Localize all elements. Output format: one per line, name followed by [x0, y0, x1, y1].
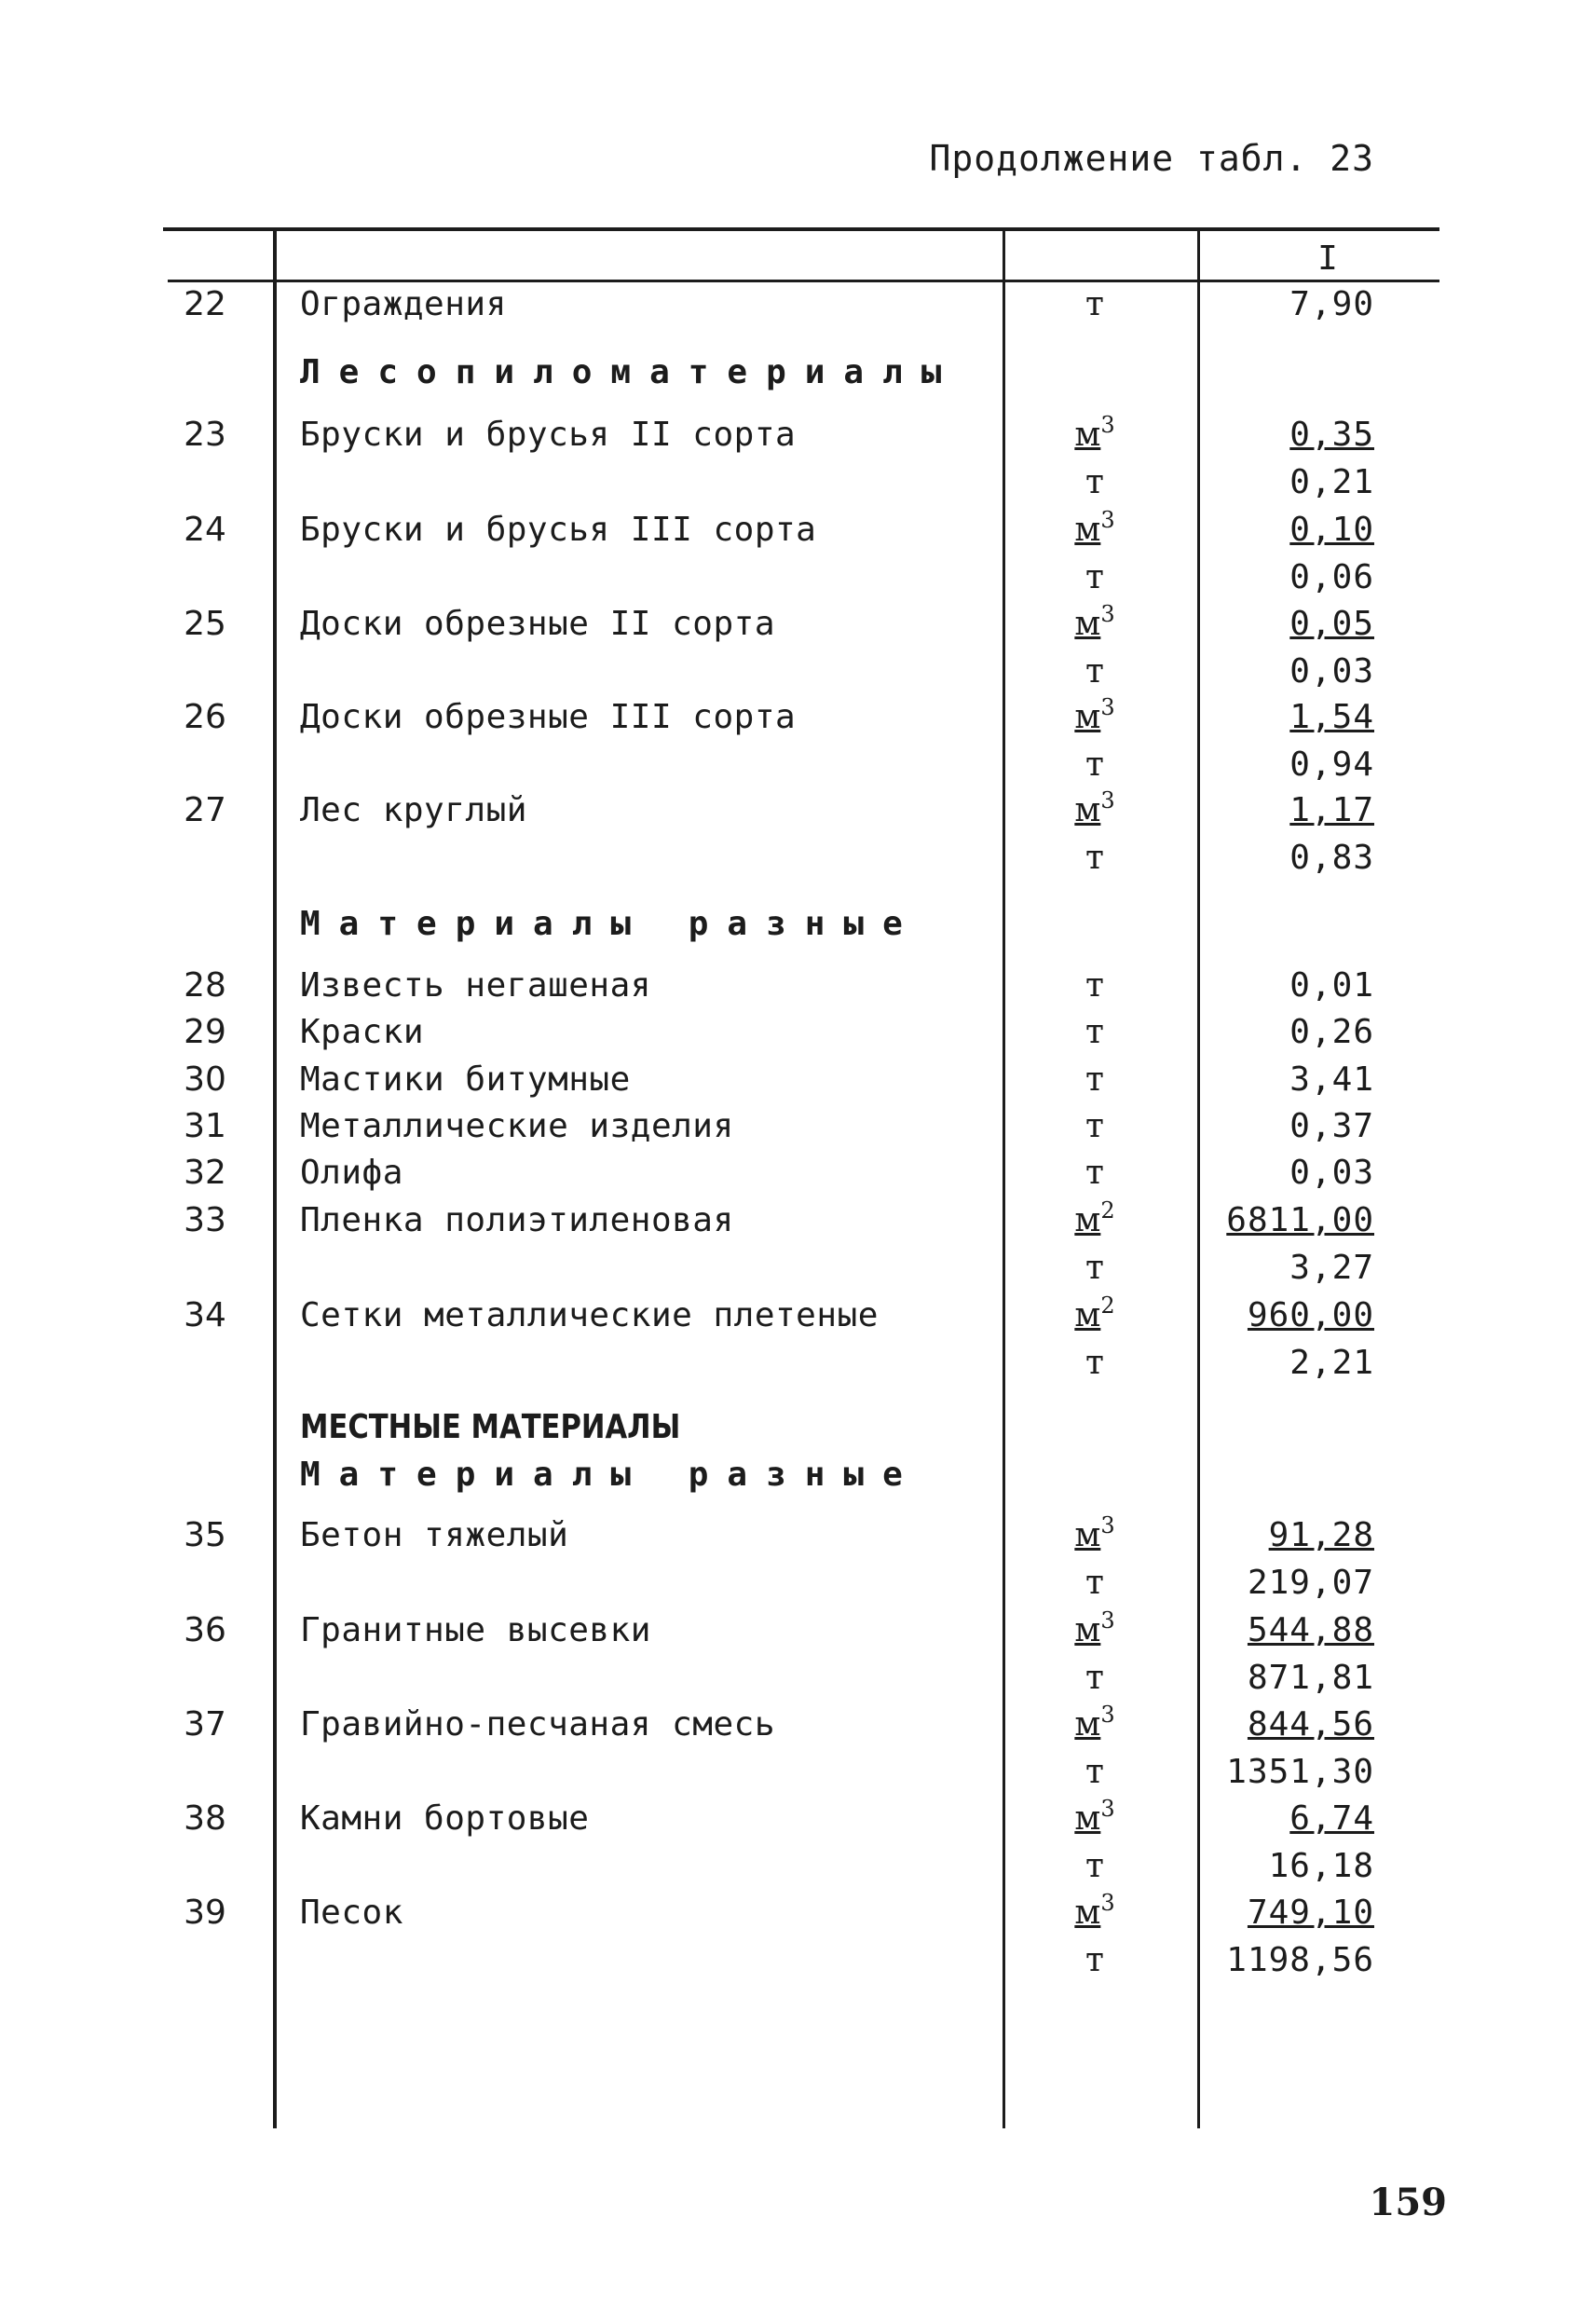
table-top-rule	[163, 227, 1439, 231]
table-row	[0, 1702, 1596, 1748]
quantity-value: 0,06	[1289, 558, 1374, 596]
row-number: 35	[184, 1516, 226, 1554]
unit-symbol: т	[1085, 1249, 1104, 1287]
material-name: Краски	[300, 1013, 425, 1051]
unit-of-measure	[1044, 1512, 1146, 1559]
unit-exponent: 2	[1100, 1197, 1115, 1224]
unit-exponent: 3	[1100, 1607, 1115, 1634]
unit-symbol: т	[1085, 1013, 1104, 1051]
row-number: 37	[184, 1705, 226, 1744]
table-row	[0, 1607, 1596, 1654]
unit-symbol: т	[1085, 558, 1104, 596]
material-name: Камни бортовые	[300, 1799, 590, 1838]
table-subrow	[0, 1749, 1596, 1796]
table-subrow	[0, 742, 1596, 788]
table-row	[0, 787, 1596, 834]
table-subrow	[0, 1245, 1596, 1292]
table-row	[0, 412, 1596, 458]
table-row	[0, 963, 1596, 1009]
row-number: 31	[184, 1107, 226, 1145]
unit-symbol: т	[1085, 745, 1104, 784]
table-subrow	[0, 835, 1596, 882]
unit-of-measure	[1044, 459, 1146, 506]
unit-symbol: м	[1074, 1611, 1101, 1649]
row-number: 28	[184, 966, 226, 1005]
row-number: 38	[184, 1799, 226, 1838]
material-name: Металлические изделия	[300, 1107, 734, 1145]
quantity-value: 91,28	[1268, 1516, 1374, 1554]
quantity-value: 3,41	[1289, 1060, 1374, 1099]
quantity-value: 0,03	[1289, 1154, 1374, 1192]
material-name: Бетон тяжелый	[300, 1516, 569, 1554]
quantity-value: 3,27	[1289, 1249, 1374, 1287]
unit-exponent: 2	[1100, 1292, 1115, 1319]
material-name: Пленка полиэтиленовая	[300, 1201, 734, 1239]
quantity-value: 0,03	[1289, 652, 1374, 691]
unit-of-measure	[1044, 1150, 1146, 1197]
table-caption: Продолжение табл. 23	[929, 138, 1374, 179]
quantity-value: 16,18	[1268, 1847, 1374, 1885]
unit-symbol: м	[1074, 511, 1101, 549]
unit-of-measure	[1044, 554, 1146, 601]
row-number: 30	[184, 1060, 226, 1099]
table-row	[0, 1512, 1596, 1559]
unit-symbol: т	[1085, 1847, 1104, 1885]
table-row	[0, 1009, 1596, 1056]
unit-of-measure	[1044, 1702, 1146, 1748]
section-title: Лесопиломатериалы	[300, 353, 961, 391]
unit-of-measure	[1044, 1245, 1146, 1292]
unit-symbol: т	[1085, 1344, 1104, 1382]
table-subrow	[0, 1843, 1596, 1890]
unit-symbol: т	[1085, 839, 1104, 877]
quantity-value: 1351,30	[1226, 1753, 1374, 1791]
row-number: 27	[184, 791, 226, 829]
quantity-value: 0,01	[1289, 966, 1374, 1005]
material-name: Песок	[300, 1894, 403, 1932]
unit-exponent: 3	[1100, 507, 1115, 533]
unit-of-measure	[1044, 1340, 1146, 1387]
quantity-value: 544,88	[1247, 1611, 1374, 1649]
unit-exponent: 3	[1100, 1890, 1115, 1916]
page-number: 159	[1369, 2181, 1447, 2224]
row-number: 39	[184, 1894, 226, 1932]
quantity-value: 6811,00	[1226, 1201, 1374, 1239]
row-number: 29	[184, 1013, 226, 1051]
unit-symbol: м	[1074, 416, 1101, 454]
section-heading	[0, 901, 1596, 948]
unit-of-measure	[1044, 1057, 1146, 1103]
material-name: Гравийно-песчаная смесь	[300, 1705, 775, 1744]
row-number: 34	[184, 1296, 226, 1334]
unit-exponent: 3	[1100, 1512, 1115, 1538]
unit-of-measure	[1044, 649, 1146, 695]
unit-of-measure	[1044, 1749, 1146, 1796]
quantity-value: 7,90	[1289, 285, 1374, 323]
material-name: Мастики битумные	[300, 1060, 631, 1099]
quantity-value: 0,26	[1289, 1013, 1374, 1051]
unit-of-measure	[1044, 1890, 1146, 1936]
row-number: 23	[184, 416, 226, 454]
unit-of-measure	[1044, 1292, 1146, 1339]
row-number: 26	[184, 698, 226, 736]
table-subrow	[0, 1937, 1596, 1984]
table-row	[0, 1292, 1596, 1339]
unit-symbol: т	[1085, 1107, 1104, 1145]
table-subrow	[0, 554, 1596, 601]
section-heading	[0, 349, 1596, 396]
column-header-value: I	[1317, 239, 1338, 278]
unit-of-measure	[1044, 601, 1146, 648]
unit-of-measure	[1044, 1937, 1146, 1984]
table-row	[0, 507, 1596, 554]
group-title: МЕСТНЫЕ МАТЕРИАЛЫ	[300, 1408, 681, 1446]
table-row	[0, 281, 1596, 328]
quantity-value: 0,94	[1289, 745, 1374, 784]
unit-symbol: м	[1074, 1201, 1101, 1239]
table-subrow	[0, 1560, 1596, 1607]
table-row	[0, 1197, 1596, 1244]
table-subrow	[0, 459, 1596, 506]
quantity-value: 219,07	[1247, 1564, 1374, 1602]
table-row	[0, 1057, 1596, 1103]
unit-symbol: м	[1074, 1705, 1101, 1744]
material-name: Гранитные высевки	[300, 1611, 651, 1649]
table-row	[0, 1890, 1596, 1936]
quantity-value: 844,56	[1247, 1705, 1374, 1744]
table-row	[0, 694, 1596, 741]
unit-of-measure	[1044, 1009, 1146, 1056]
quantity-value: 0,35	[1289, 416, 1374, 454]
unit-symbol: т	[1085, 463, 1104, 501]
unit-of-measure	[1044, 1796, 1146, 1842]
material-name: Олифа	[300, 1154, 403, 1192]
material-name: Бруски и брусья II сорта	[300, 416, 797, 454]
row-number: 33	[184, 1201, 226, 1239]
unit-symbol: т	[1085, 652, 1104, 691]
unit-of-measure	[1044, 1607, 1146, 1654]
table-row	[0, 1103, 1596, 1150]
quantity-value: 1198,56	[1226, 1941, 1374, 1979]
unit-symbol: м	[1074, 605, 1101, 643]
unit-symbol: м	[1074, 1296, 1101, 1334]
unit-symbol: т	[1085, 1659, 1104, 1697]
section-heading	[0, 1452, 1596, 1498]
table-row	[0, 1150, 1596, 1197]
unit-exponent: 3	[1100, 694, 1115, 720]
unit-symbol: м	[1074, 1516, 1101, 1554]
quantity-value: 0,10	[1289, 511, 1374, 549]
quantity-value: 1,17	[1289, 791, 1374, 829]
row-number: 24	[184, 511, 226, 549]
material-name: Известь негашеная	[300, 966, 651, 1005]
unit-of-measure	[1044, 1655, 1146, 1702]
unit-symbol: м	[1074, 1799, 1101, 1838]
unit-exponent: 3	[1100, 412, 1115, 438]
material-name: Ограждения	[300, 285, 507, 323]
table-row	[0, 601, 1596, 648]
unit-of-measure	[1044, 694, 1146, 741]
unit-of-measure	[1044, 1843, 1146, 1890]
section-title: Материалы разные	[300, 1456, 921, 1494]
quantity-value: 6,74	[1289, 1799, 1374, 1838]
quantity-value: 0,83	[1289, 839, 1374, 877]
unit-symbol: м	[1074, 791, 1101, 829]
table-subrow	[0, 649, 1596, 695]
quantity-value: 0,37	[1289, 1107, 1374, 1145]
table-subrow	[0, 1340, 1596, 1387]
table-row	[0, 1796, 1596, 1842]
quantity-value: 960,00	[1247, 1296, 1374, 1334]
row-number: 32	[184, 1154, 226, 1192]
material-name: Бруски и брусья III сорта	[300, 511, 817, 549]
material-name: Лес круглый	[300, 791, 527, 829]
quantity-value: 0,21	[1289, 463, 1374, 501]
unit-of-measure	[1044, 507, 1146, 554]
material-name: Доски обрезные II сорта	[300, 605, 775, 643]
section-title: Материалы разные	[300, 905, 921, 943]
quantity-value: 1,54	[1289, 698, 1374, 736]
quantity-value: 2,21	[1289, 1344, 1374, 1382]
unit-symbol: т	[1085, 285, 1104, 323]
row-number: 25	[184, 605, 226, 643]
unit-of-measure	[1044, 963, 1146, 1009]
unit-of-measure	[1044, 787, 1146, 834]
quantity-value: 871,81	[1247, 1659, 1374, 1697]
unit-symbol: т	[1085, 1753, 1104, 1791]
quantity-value: 749,10	[1247, 1894, 1374, 1932]
unit-symbol: т	[1085, 1060, 1104, 1099]
unit-exponent: 3	[1100, 601, 1115, 627]
unit-symbol: т	[1085, 966, 1104, 1005]
unit-of-measure	[1044, 412, 1146, 458]
material-name: Доски обрезные III сорта	[300, 698, 797, 736]
unit-exponent: 3	[1100, 1702, 1115, 1728]
section-heading	[0, 1404, 1596, 1451]
unit-symbol: м	[1074, 1894, 1101, 1932]
unit-of-measure	[1044, 1103, 1146, 1150]
unit-of-measure	[1044, 835, 1146, 882]
unit-of-measure	[1044, 281, 1146, 328]
unit-symbol: т	[1085, 1564, 1104, 1602]
unit-exponent: 3	[1100, 787, 1115, 814]
quantity-value: 0,05	[1289, 605, 1374, 643]
unit-of-measure	[1044, 1197, 1146, 1244]
unit-symbol: м	[1074, 698, 1101, 736]
material-name: Сетки металлические плетеные	[300, 1296, 879, 1334]
row-number: 22	[184, 285, 226, 323]
unit-symbol: т	[1085, 1941, 1104, 1979]
unit-of-measure	[1044, 1560, 1146, 1607]
table-subrow	[0, 1655, 1596, 1702]
unit-of-measure	[1044, 742, 1146, 788]
row-number: 36	[184, 1611, 226, 1649]
unit-exponent: 3	[1100, 1796, 1115, 1822]
unit-symbol: т	[1085, 1154, 1104, 1192]
